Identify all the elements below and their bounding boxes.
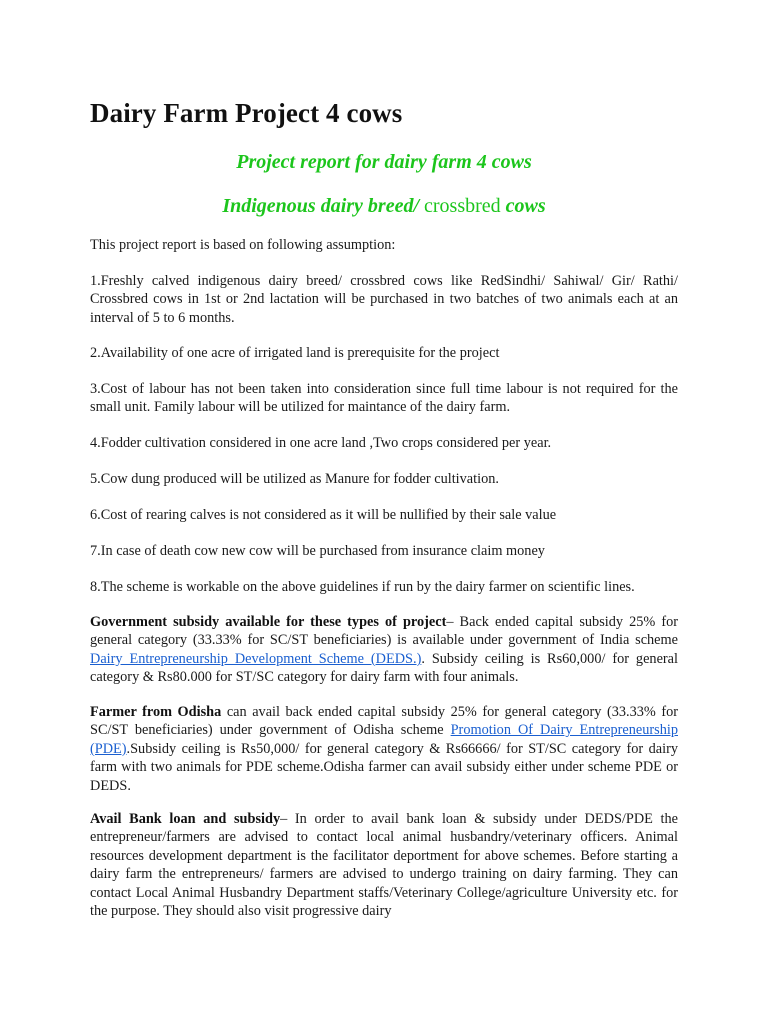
- intro-paragraph: This project report is based on following assumption:: [90, 237, 396, 253]
- subtitle-breed-part2: crossbred: [424, 195, 501, 217]
- subtitle-breed-part1: Indigenous dairy breed/: [222, 195, 425, 217]
- assumption-2: 2.Availability of one acre of irrigated land is prerequisite for the project: [90, 345, 500, 361]
- assumption-3: 3.Cost of labour has not been taken into consideration since full time labour is not required for the small unit. Family labour will be utilized for maintance of the dairy farm.: [90, 381, 678, 416]
- subtitle-project-report: Project report for dairy farm 4 cows: [236, 151, 532, 173]
- deds-link[interactable]: Dairy Entrepreneurship Development Scheme (DEDS.): [90, 650, 422, 667]
- assumption-4: 4.Fodder cultivation considered in one acre land ,Two crops considered per year.: [90, 435, 552, 451]
- assumption-7: 7.In case of death cow new cow will be purchased from insurance claim money: [90, 543, 545, 559]
- subtitle-breed: [90, 192, 678, 220]
- pde-link[interactable]: Promotion Of Dairy Entrepreneurship (PDE): [90, 722, 678, 757]
- odisha-heading: Farmer from Odisha: [90, 704, 222, 720]
- assumption-6: 6.Cost of rearing calves is not considered as it will be nullified by their sale value: [90, 507, 557, 523]
- page-title: Dairy Farm Project 4 cows: [90, 98, 403, 128]
- bank-loan-text: – In order to avail bank loan & subsidy under DEDS/PDE the entrepreneur/farmers are advised to contact local animal husbandry/veterinary officers. Animal resources development department is the facilitator deportment for above schemes. Before starting a dairy farm the entrepreneurs/ farmers are advised to undergo training on dairy farming. They can contact Local Animal Husbandry Department staffs/Veterinary College/agriculture University etc. for the purpose. They should also visit progressive dairy: [90, 811, 678, 920]
- assumption-1: 1.Freshly calved indigenous dairy breed/ crossbred cows like RedSindhi/ Sahiwal/ Gir/ Rathi/ Crossbred cows in 1st or 2nd lactation will be purchased in two batches of two animals each at an interval of 5 to 6 months.: [90, 273, 678, 326]
- assumption-5: 5.Cow dung produced will be utilized as Manure for fodder cultivation.: [90, 471, 499, 487]
- bank-loan-heading: Avail Bank loan and subsidy: [90, 811, 281, 827]
- subsidy-text-2: . Subsidy ceiling is Rs60,000/ for general category & Rs80.000 for ST/SC category for dairy farm with four animals.: [90, 650, 678, 686]
- subsidy-heading: Government subsidy available for these types of project: [90, 614, 447, 630]
- odisha-paragraph: [90, 703, 678, 795]
- odisha-text-2: .Subsidy ceiling is Rs50,000/ for general category & Rs66666/ for ST/SC category for dairy farm with two animals for PDE scheme.Odisha farmer can avail subsidy either under scheme PDE or DEDS.: [90, 740, 678, 794]
- odisha-text-1: can avail back ended capital subsidy 25% for general category (33.33% for SC/ST beneficiaries) under government of Odisha scheme: [90, 704, 678, 739]
- bank-loan-paragraph: [90, 810, 678, 920]
- assumption-8: 8.The scheme is workable on the above guidelines if run by the dairy farmer on scientific lines.: [90, 579, 635, 595]
- subsidy-paragraph: [90, 613, 678, 687]
- subtitle-breed-part3: cows: [500, 195, 546, 217]
- subsidy-text-1: – Back ended capital subsidy 25% for general category (33.33% for SC/ST beneficiaries) is available under government of India scheme: [90, 614, 679, 649]
